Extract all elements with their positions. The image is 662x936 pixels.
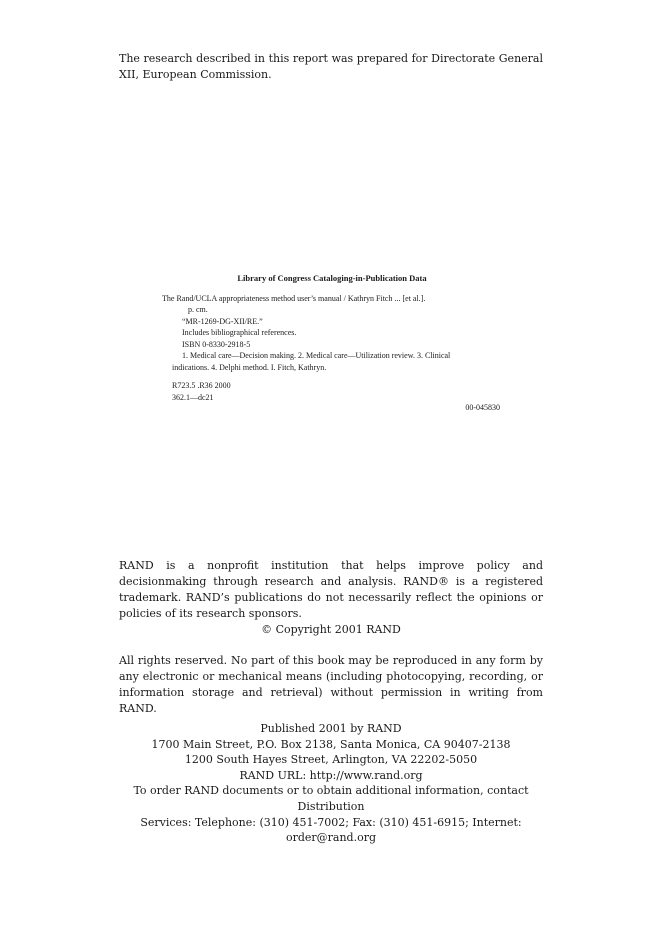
cataloging-in-publication-block xyxy=(162,273,502,412)
cip-subjects-line-1: 1. Medical care—Decision making. 2. Medical care—Utilization review. 3. Clinical xyxy=(182,351,451,360)
cip-physical: p. cm. xyxy=(188,305,208,314)
arlington-address: 1200 South Hayes Street, Arlington, VA 22202-5050 xyxy=(184,753,478,767)
rand-url: RAND URL: http://www.rand.org xyxy=(239,768,423,782)
cip-isbn: ISBN 0-8330-2918-5 xyxy=(182,339,251,349)
santa-monica-address: 1700 Main Street, P.O. Box 2138, Santa Monica, CA 90407-2138 xyxy=(151,737,511,751)
order-info-line-1: To order RAND documents or to obtain additional information, contact Distribution xyxy=(133,784,529,813)
research-statement-text: The research described in this report was prepared for Directorate General XII, European Commission. xyxy=(119,52,543,81)
rights-statement xyxy=(119,653,543,717)
order-info-line-2: Services: Telephone: (310) 451-7002; Fax: (310) 451-6915; Internet: order@rand.org xyxy=(140,815,522,845)
research-statement xyxy=(119,51,543,83)
cip-control-number: 00-045830 xyxy=(465,403,500,412)
rand-statement-text: RAND is a nonprofit institution that helps improve policy and decisionmaking through research and analysis. RAND® is a registered trademark. RAND’s publications do not necessarily reflect the opinions or policies of its research sponsors. xyxy=(119,559,543,620)
cip-notes: Includes bibliographical references. xyxy=(182,328,297,337)
cip-dewey: 362.1—dc21 xyxy=(172,392,214,402)
published-line: Published 2001 by RAND xyxy=(260,722,402,735)
copyright-text: © Copyright 2001 RAND xyxy=(261,623,401,636)
cip-title: Library of Congress Cataloging-in-Publication Data xyxy=(237,273,427,283)
publisher-info xyxy=(100,721,562,846)
cip-lc-class: R723.5 .R36 2000 xyxy=(172,381,231,390)
rights-statement-text: All rights reserved. No part of this book may be reproduced in any form by any electronic or mechanical means (including photocopying, recording, or information storage and retrieval) without permission in writing from RAND. xyxy=(119,654,543,715)
copyright-notice xyxy=(100,622,562,638)
rand-statement xyxy=(119,558,543,622)
cip-subjects-line-2: indications. 4. Delphi method. I. Fitch, Kathryn. xyxy=(172,362,327,372)
cip-report-number: “MR-1269-DG-XII/RE.” xyxy=(182,316,263,326)
cip-main-entry: The Rand/UCLA appropriateness method user’s manual / Kathryn Fitch ... [et al.]. xyxy=(162,293,426,303)
